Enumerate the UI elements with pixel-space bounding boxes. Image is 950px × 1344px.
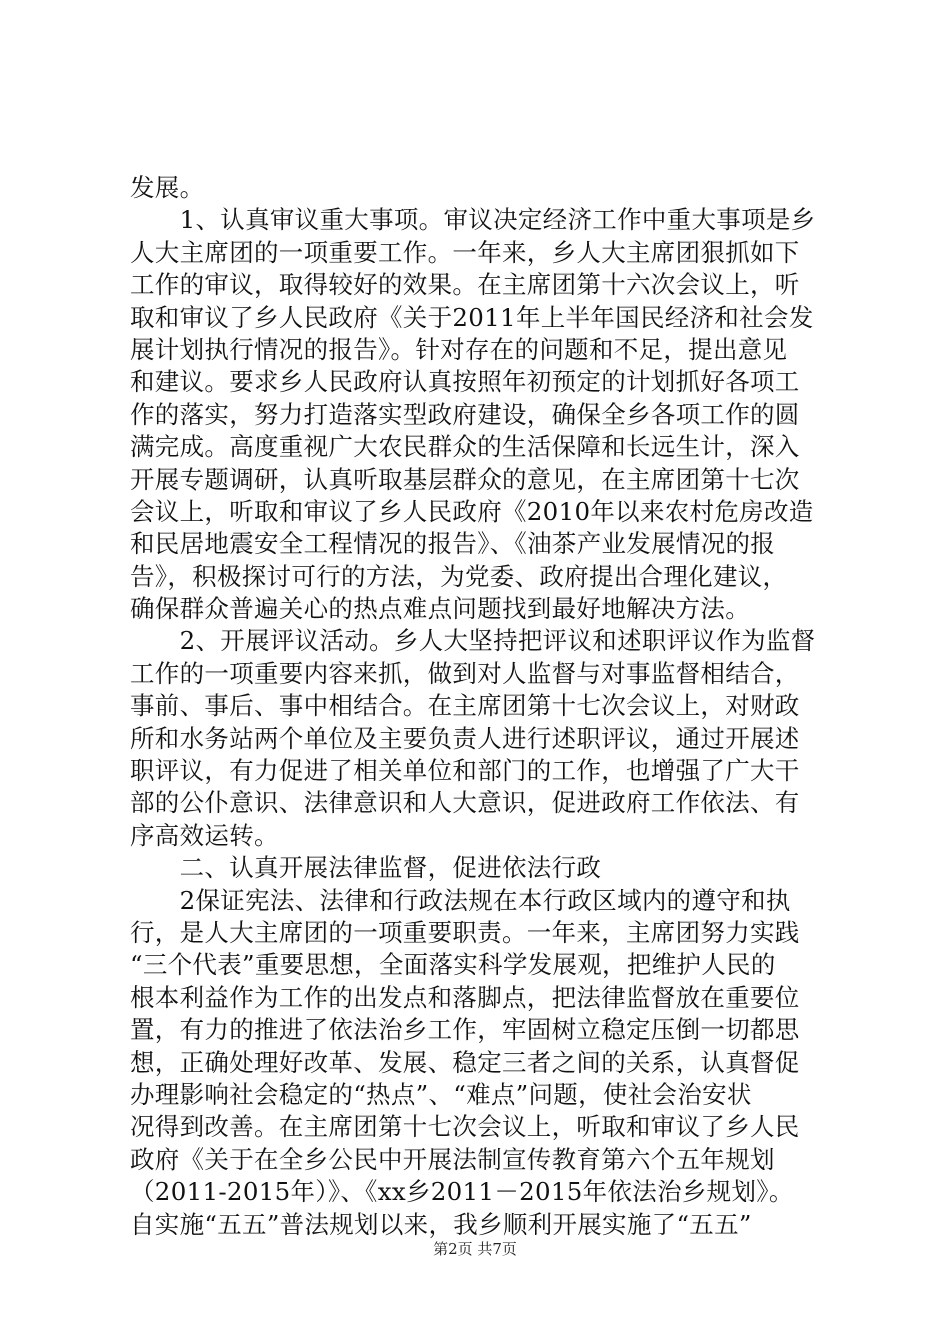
text-line: 2、开展评议活动。乡人大坚持把评议和述职评议作为监督 xyxy=(130,626,816,656)
text-line: 事前、事后、事中相结合。在主席团第十七次会议上，对财政 xyxy=(130,691,800,721)
text-line: 确保群众普遍关心的热点难点问题找到最好地解决方法。 xyxy=(130,594,750,624)
text-line: 和民居地震安全工程情况的报告》、《油茶产业发展情况的报 xyxy=(130,529,776,559)
text-line: 1、认真审议重大事项。审议决定经济工作中重大事项是乡 xyxy=(130,205,816,235)
text-line: 作的落实，努力打造落实型政府建设，确保全乡各项工作的圆 xyxy=(130,399,800,429)
text-line: 和建议。要求乡人民政府认真按照年初预定的计划抓好各项工 xyxy=(130,367,800,397)
text-line: 想，正确处理好改革、发展、稳定三者之间的关系，认真督促 xyxy=(130,1047,800,1077)
text-line: 告》，积极探讨可行的方法，为党委、政府提出合理化建议， xyxy=(130,561,788,591)
text-line: 会议上，听取和审议了乡人民政府《2010年以来农村危房改造 xyxy=(130,496,814,526)
text-line: 所和水务站两个单位及主要负责人进行述职评议，通过开展述 xyxy=(130,723,800,753)
section-heading: 二、认真开展法律监督，促进依法行政 xyxy=(130,853,602,883)
text-line: 工作的一项重要内容来抓，做到对人监督与对事监督相结合， xyxy=(130,658,800,688)
text-line: 政府《关于在全乡公民中开展法制宣传教育第六个五年规划 xyxy=(130,1144,775,1174)
text-line: 自实施“五五”普法规划以来，我乡顺利开展实施了“五五” xyxy=(130,1209,752,1239)
text-line: 行，是人大主席团的一项重要职责。一年来，主席团努力实践 xyxy=(130,917,800,947)
text-line: （2011-2015年）》、《xx乡2011－2015年依法治乡规划》。 xyxy=(130,1177,794,1207)
text-line: 人大主席团的一项重要工作。一年来，乡人大主席团狠抓如下 xyxy=(130,237,800,267)
text-line: 根本利益作为工作的出发点和落脚点，把法律监督放在重要位 xyxy=(130,982,800,1012)
text-line: 职评议，有力促进了相关单位和部门的工作，也增强了广大干 xyxy=(130,756,800,786)
text-line: 办理影响社会稳定的“热点”、“难点”问题，使社会治安状 xyxy=(130,1079,752,1109)
text-line: “三个代表”重要思想，全面落实科学发展观，把维护人民的 xyxy=(130,950,776,980)
page-number-footer: 第2页 共7页 xyxy=(433,1240,517,1258)
text-line: 展计划执行情况的报告》。针对存在的问题和不足，提出意见 xyxy=(130,334,788,364)
text-line: 发展。 xyxy=(130,173,205,202)
text-line: 取和审议了乡人民政府《关于2011年上半年国民经济和社会发 xyxy=(130,302,814,332)
text-line: 置，有力的推进了依法治乡工作，牢固树立稳定压倒一切都思 xyxy=(130,1015,800,1045)
text-line: 况得到改善。在主席团第十七次会议上，听取和审议了乡人民 xyxy=(130,1112,800,1142)
text-line: 序高效运转。 xyxy=(130,820,279,850)
document-body xyxy=(130,172,820,1241)
text-line: 开展专题调研，认真听取基层群众的意见，在主席团第十七次 xyxy=(130,464,800,494)
text-line: 2保证宪法、法律和行政法规在本行政区域内的遵守和执 xyxy=(130,885,791,915)
text-line: 满完成。高度重视广大农民群众的生活保障和长远生计，深入 xyxy=(130,432,800,462)
text-line: 工作的审议，取得较好的效果。在主席团第十六次会议上，听 xyxy=(130,270,800,300)
text-line: 部的公仆意识、法律意识和人大意识，促进政府工作依法、有 xyxy=(130,788,800,818)
